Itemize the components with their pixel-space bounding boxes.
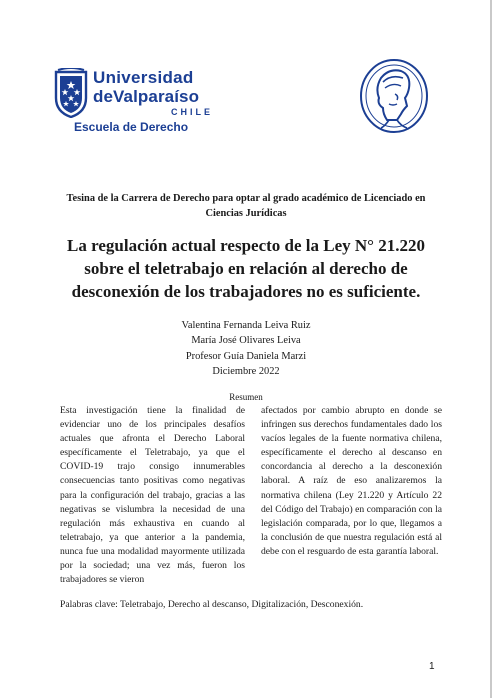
thesis-subtitle: Tesina de la Carrera de Derecho para optar al grado académico de Licenciado en Ciencias Jurídicas — [66, 193, 426, 219]
university-name-line2: deValparaíso — [93, 87, 200, 106]
abstract-right-column: afectados por cambio abrupto en donde se infringen sus derechos fundamentales dado los vacíos legales de la fuente normativa chilena, específicamente el derecho al descanso en concordancia al derecho a la desconexión laboral. A raíz de eso analizaremos la normativa chilena (Ley 21.220 y Artículo 22 del Código del Trabajo) en comparación con la legislación comparada, por lo que, llegamos a la conclusión de que nuestra regulación está al debe con el resguardo de esta garantía laboral. — [261, 405, 442, 557]
abstract-heading: Resumen — [229, 392, 263, 402]
school-name: Escuela de Derecho — [74, 120, 189, 134]
author-name: María José Olivares Leiva — [191, 335, 301, 347]
thesis-title: La regulación actual respecto de la Ley N° 21.220 sobre el teletrabajo en relación al derecho de desconexión de los trabajadores no es suficiente. — [67, 236, 425, 301]
author-name: Valentina Fernanda Leiva Ruiz — [181, 320, 311, 331]
author-block — [140, 318, 352, 380]
keywords-line: Palabras clave: Teletrabajo, Derecho al descanso, Digitalización, Desconexión. — [60, 599, 364, 610]
advisor-name: Profesor Guía Daniela Marzi — [185, 350, 307, 362]
university-logo — [54, 66, 213, 140]
shield-stars-icon — [54, 68, 88, 118]
university-country: CHILE — [171, 107, 213, 117]
page-number: 1 — [429, 661, 435, 672]
university-name-line1: Universidad — [93, 68, 194, 87]
date-line: Diciembre 2022 — [212, 366, 280, 378]
abstract-left-column: Esta investigación tiene la finalidad de evidenciar uno de los principales desafíos actuales que afronta el Derecho Laboral específicamente el Teletrabajo, ya que el COVID-19 trajo consigo innumerables consecuencias tanto positivas como negativas para la configuración del trabajo, gracias a las negativas se vislumbra la necesidad de una regulación más exhaustiva en cuando al teletrabajo, ya que anterior a la pandemia, nunca fue una modalidad mayormente utilizada por la sociedad; una vez más, fueron los trabajadores se vieron — [60, 405, 245, 586]
profile-seal-icon — [359, 58, 429, 134]
